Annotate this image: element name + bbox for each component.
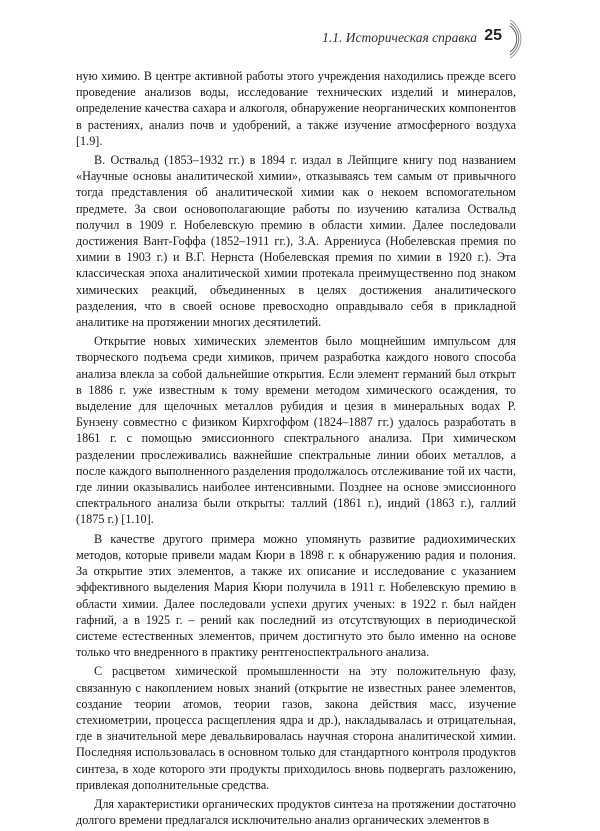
paragraph-curie: В качестве другого примера можно упомянуть развитие радиохимических методов, которые привели мадам Кюри в 1898 г. к обнаружению радия и полония. За открытие этих элементов, а также их описание и исследование с указанием эффективного выделения Мария Кюри получила в 1911 г. Нобелевскую премию в области химии. Далее последовали успехи других ученых: в 1922 г. был найден гафний, а в 1925 г. – рений как последний из отсутствующих в периодической системе естественных элементов, причем достигнуто это было именно на основе только что внедренного в практику рентгеноспектрального анализа. [76,531,516,660]
paragraph-new-elements: Открытие новых химических элементов было мощнейшим импульсом для творческого подъема среди химиков, причем разработка каждого нового способа анализа влекла за собой дальнейшие открытия. Если элемент германий был открыт в 1886 г. уже известным к тому времени методом химического осаждения, то выделение для щелочных металлов рубидия и цезия в минеральных водах Р. Бунзену совместно с физиком Кирхгоффом (1824–1887 гг.) удалось разработать в 1861 г. с помощью эмиссионного спектрального анализа. При химическом разделении прослеживались важнейшие спектральные линии обоих металлов, а после каждого выполненного разделения продолжалось отслеживание той их части, где линии оказывались наиболее интенсивными. Позднее на основе эмиссионного спектрального анализа были открыты: таллий (1861 г.), индий (1863 г.), галлий (1875 г.) [1.10]. [76,334,516,527]
paragraph-continued: ную химию. В центре активной работы этого учреждения находились прежде всего проведение анализов воды, исследование технических изделий и минералов, определение качества сахара и алкоголя, обнаружение неорганических компонентов в растениях, анализ почв и удобрений, а также изучение атмосферного воздуха [1.9]. [76,69,516,148]
running-title: 1.1. Историческая справка [322,30,477,45]
paragraph-organic-synthesis: Для характеристики органических продуктов синтеза на протяжении достаточно долгого времени предлагался исключительно анализ органических элементов в [76,796,516,828]
paragraph-ostwald: В. Оствальд (1853–1932 гг.) в 1894 г. издал в Лейпциге книгу под названием «Научные основы аналитической химии», отказываясь тем самым от привычного тогда представления об аналитической химии как о некоем вспомогательном предмете. За свои основополагающие работы по изучению катализа Оствальд получил в 1909 г. Нобелевскую премию в области химии. Далее последовали достижения Вант-Гоффа (1852–1911 гг.), З.А. Аррениуса (Нобелевская премия по химии в 1903 г.) и В.Г. Нернста (Нобелевская премия по химии в 1920 г.). Эта классическая эпоха аналитической химии протекала преимущественно под знаком химических реакций, объединенных в целях достижения аналитического разделения, что в своей основе превосходно оправдывало себя в прикладной аналитике на протяжении многих десятилетий. [76,153,516,330]
page-number-arcs-decoration [488,20,528,60]
page-header [0,26,600,54]
paragraph-chemical-industry: С расцветом химической промышленности на эту положительную фазу, связанную с накоплением новых знаний (открытие не известных ранее элементов, создание теории атомов, теории газов, закона действия масс, изучение стехиометрии, процесса расщепления ядра и др.), накладывалась и отрицательная, где в значительной мере девальвировалась научная сторона аналитической химии. Последняя использовалась в основном только для стандартного контроля продуктов синтеза, в ходе которого эти продукты приходилось вновь подвергать разложению, привлекая дополнительные средства. [76,664,516,792]
page-body [76,68,516,831]
page-number: 25 [484,27,502,44]
